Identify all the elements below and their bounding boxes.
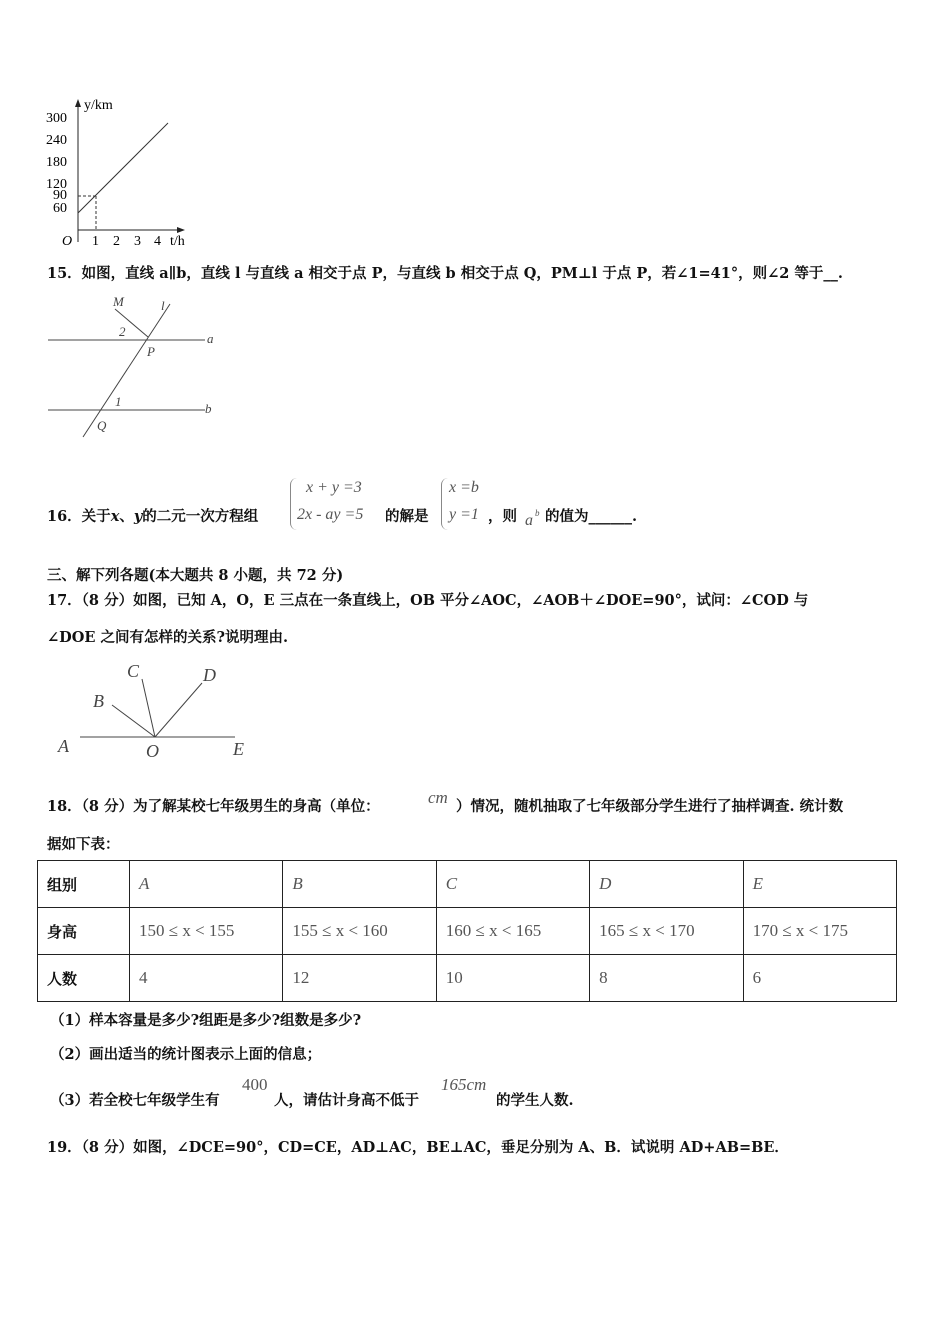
angle-figure [50,655,260,765]
table-row: 人数 4 12 10 8 6 [38,955,897,1002]
parallel-lines-figure [45,292,225,442]
origin-label: O [62,234,73,249]
height-table [37,860,897,1002]
equation-1: x + y =3 [306,479,362,496]
label-angle-1: 1 [115,394,122,409]
question-15: 15．如图，直线 a∥b，直线 l 与直线 a 相交于点 P，与直线 b 相交于点 Q，PM⊥l 于点 P，若∠1=41°，则∠2 等于__. [47,265,843,282]
label-M: M [113,294,124,309]
label-D: D [203,665,216,685]
y-axis-label: y/km [84,98,113,113]
label-O: O [146,741,159,761]
label-angle-2: 2 [119,324,126,339]
solution-1: x =b [449,479,479,496]
x-tick: 3 [134,234,141,249]
y-tick: 60 [53,201,67,216]
label-b: b [205,401,212,416]
y-tick: 120 [46,177,67,192]
label-P: P [147,344,155,359]
sub-question-2: （2）画出适当的统计图表示上面的信息； [50,1046,322,1063]
y-tick: 180 [46,155,67,170]
y-tick: 300 [46,111,67,126]
question-19: 19．（8 分）如图，∠DCE=90°，CD=CE，AD⊥AC，BE⊥AC，垂足分别为 A、B．试说明 AD+AB=BE． [47,1139,789,1156]
power-exponent: b [535,508,540,518]
question-17-line1: 17．（8 分）如图，已知 A，O，E 三点在一条直线上，OB 平分∠AOC，∠AOB＋∠DOE=90°，试问：∠COD 与 [47,592,809,609]
label-B: B [93,691,104,711]
label-A: A [58,736,69,756]
sub-question-1: （1）样本容量是多少?组距是多少?组数是多少? [50,1012,362,1029]
label-Q: Q [97,418,107,433]
distance-time-graph [40,95,210,250]
y-tick: 90 [53,188,67,203]
equation-2: 2x - ay =5 [297,506,364,523]
question-17-line2: ∠DOE 之间有怎样的关系?说明理由. [47,629,288,646]
x-tick: 4 [154,234,161,249]
label-E: E [233,739,244,759]
y-tick: 240 [46,133,67,148]
x-axis-label: t/h [170,234,185,249]
table-row: 身高 150 ≤ x < 155 155 ≤ x < 160 160 ≤ x < 165 165 ≤ x < 170 170 ≤ x < 175 [38,908,897,955]
section-heading: 三、解下列各题(本大题共 8 小题，共 72 分) [47,567,344,584]
label-l: l [161,298,165,313]
exam-page: y/km 300 240 180 120 90 60 O 1 2 3 4 t/h 15．如图，直线 a∥b，直线 l 与直线 a 相交于点 P，与直线 b 相交于点 Q，PM⊥l 于点 P，若∠1=41°，则∠2 等于__. M l 2 P a 1 Q b 16．关于x、y的二元一次方程组 x + y =3 2x - ay =5 的解是 x =b y =1 ，则 a b 的值为______. 三、解下列各题(本大题共 8 小题，共 72 分) 17．（8 分）如图，已知 A，O，E 三点在一条直线上，OB 平分∠AOC，∠AOB＋∠DOE=90°，试问：∠COD 与 ∠DOE 之间有怎样的关系?说明理由. A B C D O E 18．（8 分）为了解某校七年级男生的身高（单位： cm ）情况，随机抽取了七年级部分学生进行了抽样调查. 统计数 据如下表： 组别 A B C D E 身高 150 ≤ x < 155 155 ≤ x < 160 160 ≤ x < 165 165 ≤ x < 170 170 ≤ x < 175 人数 4 12 10 8 6 （1）样本容量是多少?组距是多少?组数是多少? （2）画出适当的统计图表示上面的信息； （3）若全校七年级学生有 400 人，请估计身高不低于 165cm 的学生人数. 19．（8 分）如图，∠DCE=90°，CD=CE，AD⊥AC，BE⊥AC，垂足分别为 A、B．试说明 AD+AB=BE． [0,0,950,1344]
x-tick: 1 [92,234,99,249]
table-row: 组别 A B C D E [38,861,897,908]
label-a: a [207,331,214,346]
x-tick: 2 [113,234,120,249]
graph-line [78,123,168,213]
label-C: C [127,661,140,681]
solution-2: y =1 [449,506,479,523]
power-base: a [525,512,533,529]
